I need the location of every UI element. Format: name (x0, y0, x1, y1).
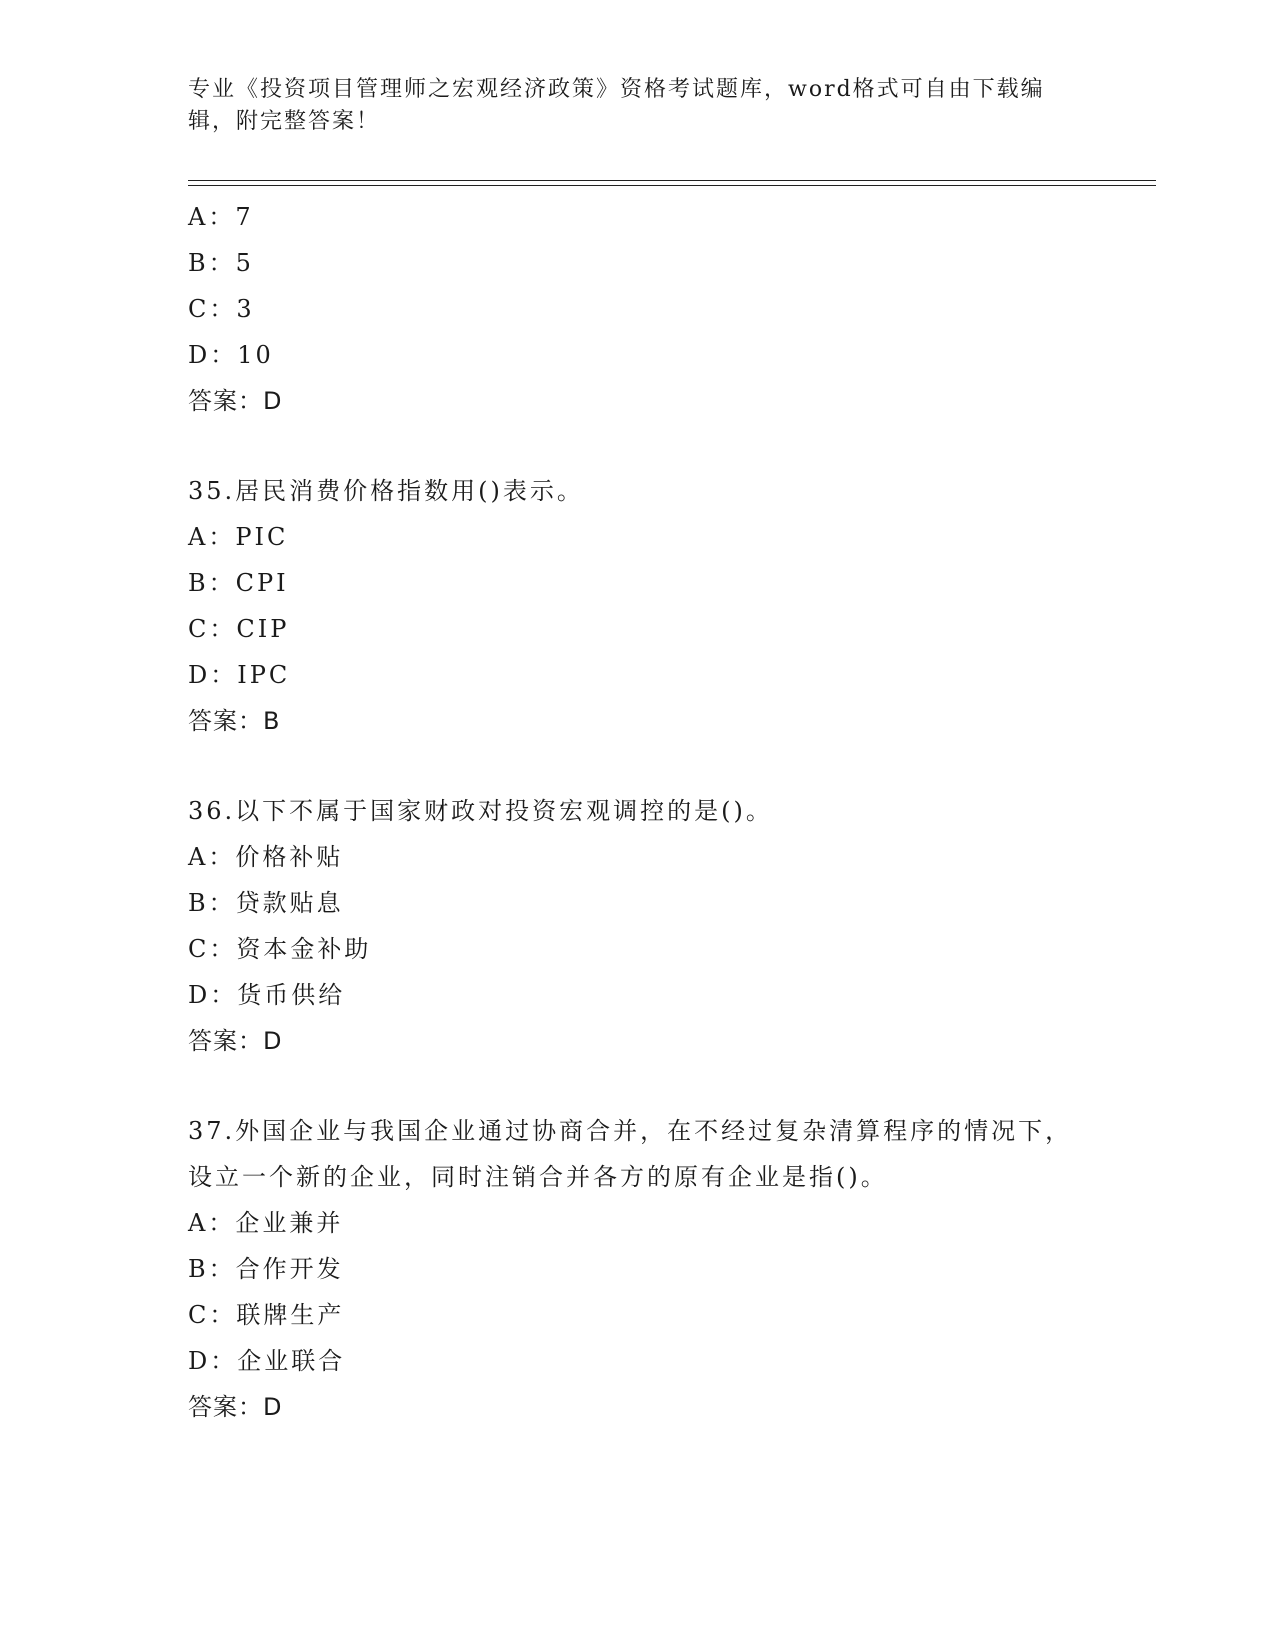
question-37 (188, 1108, 1088, 1430)
answer-value: B (263, 707, 281, 735)
question-stem: 37.外国企业与我国企业通过协商合并，在不经过复杂清算程序的情况下，设立一个新的企业，同时注销合并各方的原有企业是指()。 (188, 1117, 1073, 1191)
option-b: B：5 (188, 249, 254, 277)
question-35 (188, 468, 1088, 744)
option-a: A：企业兼并 (188, 1209, 344, 1237)
option-a: A：7 (188, 203, 254, 231)
answer-line (188, 378, 1088, 424)
question-stem: 35.居民消费价格指数用()表示。 (188, 477, 584, 505)
option-a: A：PIC (188, 523, 289, 551)
option-c: C：CIP (188, 615, 290, 643)
option-a: A：价格补贴 (188, 843, 344, 871)
question-list (188, 194, 1088, 1430)
option-b: B：贷款贴息 (188, 889, 344, 917)
question-34 (188, 194, 1088, 424)
option-c: C：3 (188, 295, 255, 323)
option-c: C：资本金补助 (188, 935, 372, 963)
option-d: D：10 (188, 341, 274, 369)
answer-label: 答案： (188, 387, 263, 415)
answer-line (188, 698, 1088, 744)
option-d: D：IPC (188, 661, 291, 689)
option-d: D：企业联合 (188, 1347, 346, 1375)
answer-line (188, 1384, 1088, 1430)
answer-label: 答案： (188, 1393, 263, 1421)
question-36 (188, 788, 1088, 1064)
question-stem: 36.以下不属于国家财政对投资宏观调控的是()。 (188, 797, 773, 825)
answer-value: D (263, 1393, 283, 1421)
answer-value: D (263, 1027, 283, 1055)
answer-label: 答案： (188, 707, 263, 735)
answer-value: D (263, 387, 283, 415)
header-divider (188, 180, 1156, 186)
page-header: 专业《投资项目管理师之宏观经济政策》资格考试题库，word格式可自由下载编辑，附完整答案！ (188, 77, 1045, 134)
option-c: C：联牌生产 (188, 1301, 345, 1329)
answer-line (188, 1018, 1088, 1064)
answer-label: 答案： (188, 1027, 263, 1055)
option-d: D：货币供给 (188, 981, 346, 1009)
option-b: B：CPI (188, 569, 289, 597)
option-b: B：合作开发 (188, 1255, 344, 1283)
